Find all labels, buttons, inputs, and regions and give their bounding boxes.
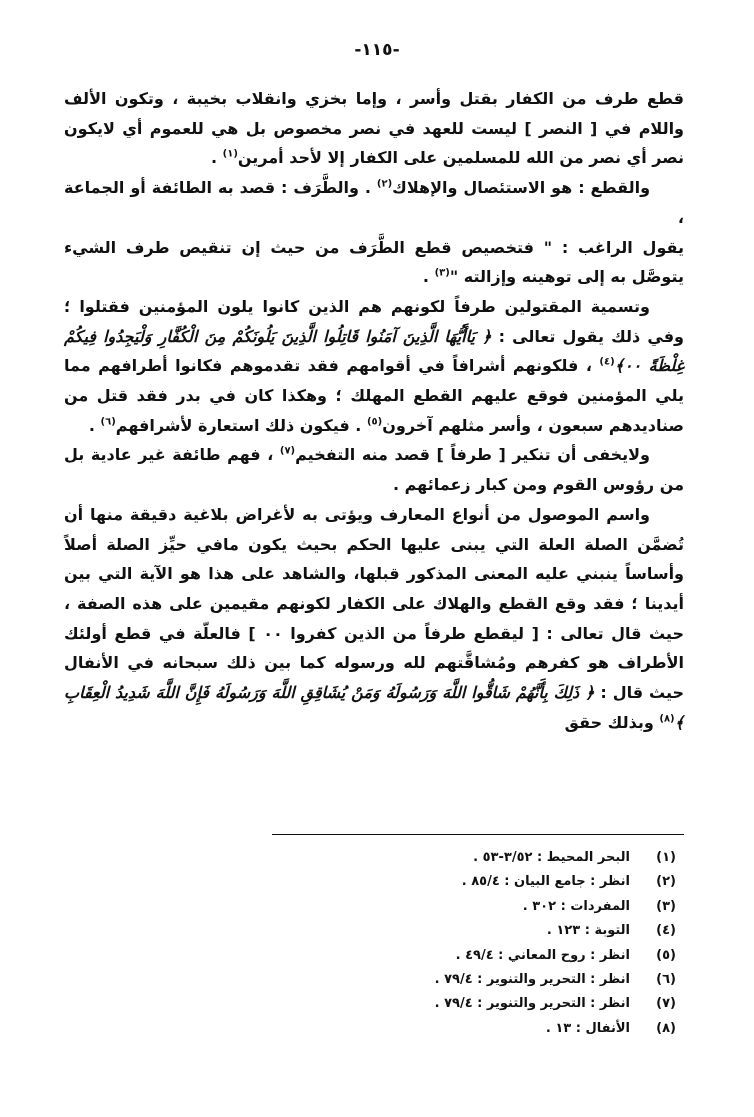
- footnote-divider: [272, 834, 684, 835]
- footnote-ref-1: (١): [222, 149, 238, 161]
- footnote-text: انظر : التحرير والتنوير : ٧٩/٤ .: [434, 972, 630, 988]
- paragraph-6: [64, 500, 684, 738]
- footnote-ref-8: (٨): [659, 713, 675, 725]
- paragraph-5-tail: ، فهم طائفة غير عادية بل من رؤوس القوم ومن كبار زعمائهم .: [64, 445, 684, 495]
- paragraph-6-tail: وبذلك حقق: [564, 712, 654, 732]
- quran-verse-2: ﴿ ذَلِكَ بِأَنَّهُمْ شَاقُّوا اللَّهَ وَرَسُولَهُ وَمَنْ يُشَاقِقِ اللَّهَ وَرَسُولَهُ فَإِنَّ اللَّهَ شَدِيدُ الْعِقَابِ ﴾: [64, 683, 684, 732]
- footnote-number: (٨): [656, 1020, 676, 1036]
- footnote-text: البحر المحيط : ٣/٥٢-٥٣ .: [473, 850, 630, 865]
- paragraph-5-text: ولايخفى أن تنكير [ طرفاً ] قصد منه التفخيم: [295, 445, 651, 465]
- footnote-item: [276, 968, 676, 992]
- footnotes-list: [276, 846, 676, 1041]
- footnote-text: التوبة : ١٢٣ .: [546, 923, 630, 939]
- paragraph-4-tail: ، فلكونهم أشرافاً في أقوامهم فقد تقدموهم فكانوا أطرافهم مما يلي المؤمنين فوقع عليهم القطع المهلك ؛ وهكذا كان في بدر فقد قتل من صناديدهم سبعون ، وأسر مثلهم آخرون: [64, 356, 684, 435]
- footnote-number: (٢): [656, 874, 676, 890]
- footnote-item: [276, 944, 676, 968]
- paragraph-4: وتسمية المقتولين طرفاً لكونهم هم الذين كانوا يلون المؤمنين فقتلوا ؛ وفي ذلك يقول تعالى : ﴿ يَاأَيُّهَا الَّذِينَ آمَنُوا قَاتِلُوا الَّذِينَ يَلُونَكُمْ مِنَ الْكُفَّارِ وَلْيَجِدُوا فِيكُمْ غِلْظَةً ٠٠﴾$^{(٤)}$ ، فلكونهم أشرافاً في أقوامهم فقد تقدموهم فكانوا أطرافهم مما يلي المؤمنين فوقع عليهم القطع المهلك ؛ وهكذا كان في بدر فقد قتل من صناديدهم سبعون ، وأسر مثلهم آخرون$^{(٥)}$ . فيكون ذلك استعارة لأشرافهم$^{(٦)}$ .: [64, 296, 685, 435]
- footnote-ref-4: (٤): [599, 357, 615, 368]
- footnote-text: الأنفال : ١٣ .: [545, 1020, 630, 1036]
- paragraph-6-text: واسم الموصول من أنواع المعارف ويؤتى به لأغراض بلاغية دقيقة منها أن تُضمَّن الصلة العلة التي يبنى عليها الحكم بحيث يكون مافي حيِّز الصلة أصلاً وأساساً ينبني عليه المعنى المذكور قبلها، والشاهد على هذا هو الآية التي بين أيدينا ؛ فقد وقع القطع والهلاك على الكفار لكونهم مقيمين على هذه الصفة ، حيث قال تعالى : [ ليقطع طرفاً من الذين كفروا ٠٠ ] فالعلّة في قطع أولئك الأطراف هو كفرهم ومُشاقَّتهم لله ورسوله كما بين ذلك سبحانه في الأنفال حيث قال :: [64, 504, 685, 703]
- body-text: [64, 84, 684, 737]
- footnote-text: المفردات : ٣٠٢ .: [522, 898, 630, 914]
- footnote-number: (٥): [656, 947, 676, 963]
- paragraph-2-text: والقطع : هو الاستئصال والإهلاك: [392, 178, 651, 198]
- footnote-text: انظر : التحرير والتنوير : ٧٩/٤ .: [434, 996, 630, 1012]
- paragraph-1: قطع طرف من الكفار بقتل وأسر ، وإما بخزي وانقلاب بخيبة ، وتكون الألف واللام في [ النصر ] ليست للعهد في نصر مخصوص بل هي للعموم أي لايكون نصر أي نصر من الله للمسلمين على الكفار إلا لأحد أمرين$^{(١)}$ .: [64, 89, 684, 168]
- footnote-item: [276, 870, 676, 894]
- page-number: -١١٥-: [354, 40, 400, 60]
- paragraph-2-tail: . والطَّرَف : قصد به الطائفة أو الجماعة ،: [64, 178, 684, 227]
- footnote-item: [276, 846, 676, 870]
- paragraph-4-text: وتسمية المقتولين طرفاً لكونهم هم الذين كانوا يلون المؤمنين فقتلوا ؛ وفي ذلك يقول تعالى :: [64, 296, 684, 346]
- paragraph-1-text: قطع طرف من الكفار بقتل وأسر ، وإما بخزي وانقلاب بخيبة ، وتكون الألف واللام في [ النصر ] ليست للعهد في نصر مخصوص بل هي للعموم أي لايكون نصر أي نصر من الله للمسلمين على الكفار إلا لأحد أمرين: [64, 89, 684, 168]
- footnote-text: انظر : جامع البيان : ٨٥/٤ .: [461, 874, 630, 890]
- footnote-item: [276, 992, 676, 1016]
- paragraph-4-end: . فيكون ذلك استعارة لأشرافهم: [115, 415, 362, 435]
- footnote-text: انظر : روح المعاني : ٤٩/٤ .: [455, 947, 630, 963]
- footnote-item: [276, 1017, 676, 1041]
- footnote-ref-6: (٦): [100, 416, 116, 428]
- footnote-number: (٤): [656, 923, 676, 939]
- paragraph-3: يقول الراغب : " فتخصيص قطع الطَّرَف من حيث إن تنقيص طرف الشيء يتوصَّل به إلى توهينه وإزالته "$^{(٣)}$ .: [64, 237, 684, 287]
- footnote-ref-2: (٢): [376, 178, 393, 190]
- paragraph-3-text: يقول الراغب : " فتخصيص قطع الطَّرَف من حيث إن تنقيص طرف الشيء يتوصَّل به إلى توهينه وإزالته ": [64, 237, 684, 287]
- footnote-number: (٦): [656, 972, 676, 988]
- quran-verse-1: ﴿ يَاأَيُّهَا الَّذِينَ آمَنُوا قَاتِلُوا الَّذِينَ يَلُونَكُمْ مِنَ الْكُفَّارِ وَلْيَجِدُوا فِيكُمْ غِلْظَةً ٠٠﴾: [64, 326, 685, 376]
- footnote-number: (١): [656, 850, 676, 865]
- footnote-ref-7: (٧): [279, 446, 296, 458]
- footnote-number: (٧): [656, 996, 676, 1012]
- footnote-item: [276, 919, 676, 943]
- paragraph-2: [64, 173, 684, 232]
- footnote-ref-3: (٣): [434, 267, 450, 279]
- footnote-ref-5: (٥): [366, 416, 383, 428]
- footnote-number: (٣): [656, 898, 676, 914]
- paragraph-5: [64, 440, 684, 499]
- footnote-item: [276, 895, 676, 919]
